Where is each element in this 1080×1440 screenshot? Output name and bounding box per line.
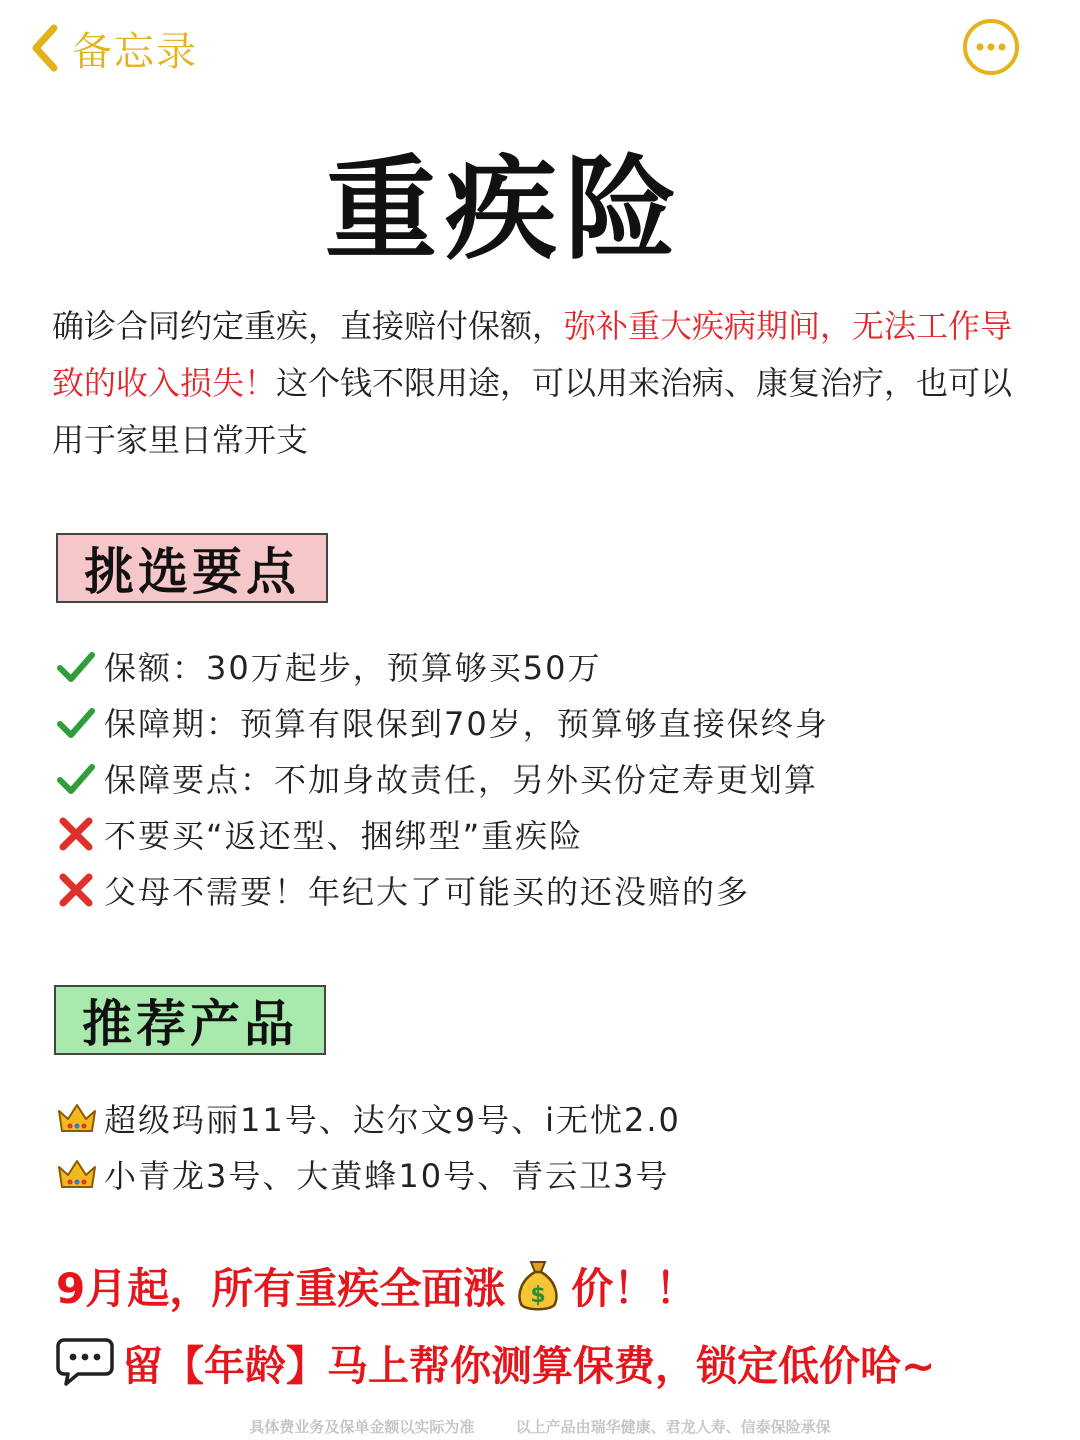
list-item xyxy=(56,638,1036,694)
list-item xyxy=(56,1146,1036,1202)
check-icon xyxy=(56,702,96,742)
list-item-text: 超级玛丽11号、达尔文9号、i无忧2.0 xyxy=(104,1101,681,1139)
intro-paragraph xyxy=(52,298,1032,469)
speech-bubble-icon xyxy=(56,1336,114,1388)
footer-left: 具体费业务及保单金额以实际为准 xyxy=(249,1418,475,1436)
alert-text-before: 9月起，所有重疾全面涨 xyxy=(56,1264,506,1313)
crown-icon xyxy=(56,1157,98,1191)
section-label-products: 推荐产品 xyxy=(54,985,326,1055)
list-item xyxy=(56,750,1036,806)
cross-icon xyxy=(56,870,96,910)
crown-icon xyxy=(56,1101,98,1135)
call-to-action xyxy=(56,1330,1066,1394)
intro-highlight: 弥补重大疾病期间，无法工作导致的收入损失！ xyxy=(52,307,1013,402)
list-item xyxy=(56,694,1036,750)
back-label: 备忘录 xyxy=(72,28,198,75)
cross-icon xyxy=(56,814,96,854)
alert-text-after: 价！！ xyxy=(571,1264,698,1313)
chevron-left-icon xyxy=(30,24,60,72)
section-label-selection: 挑选要点 xyxy=(56,533,328,603)
list-item-text: 不要买“返还型、捆绑型”重疾险 xyxy=(104,817,584,855)
cta-text: 留【年龄】马上帮你测算保费，锁定低价哈~ xyxy=(122,1341,936,1390)
check-icon xyxy=(56,646,96,686)
list-item-text: 保障期：预算有限保到70岁，预算够直接保终身 xyxy=(104,705,829,743)
footer-disclaimer xyxy=(0,1416,1080,1437)
top-bar xyxy=(0,0,1080,100)
list-item-text: 保额：30万起步，预算够买50万 xyxy=(104,649,602,687)
svg-text:$: $ xyxy=(530,1283,546,1308)
selection-list xyxy=(56,638,1036,918)
footer-right: 以上产品由瑞华健康、君龙人寿、信泰保险承保 xyxy=(515,1418,831,1436)
list-item xyxy=(56,806,1036,862)
check-icon xyxy=(56,758,96,798)
price-alert xyxy=(56,1254,1036,1318)
list-item xyxy=(56,1090,1036,1146)
back-button[interactable] xyxy=(30,18,198,78)
list-item xyxy=(56,862,1036,918)
money-bag-icon xyxy=(513,1258,563,1314)
more-options-button[interactable] xyxy=(962,18,1020,76)
list-item-text: 小青龙3号、大黄蜂10号、青云卫3号 xyxy=(104,1157,670,1195)
intro-text-1: 确诊合同约定重疾，直接赔付保额， xyxy=(52,307,565,345)
page-title: 重疾险 xyxy=(325,144,685,275)
more-icon xyxy=(962,18,1020,76)
intro-text-2: 这个钱不限用途，可以用来治病、康复治疗，也可以用于家里日常开支 xyxy=(52,364,1013,459)
list-item-text: 保障要点：不加身故责任，另外买份定寿更划算 xyxy=(104,761,819,799)
products-list xyxy=(56,1090,1036,1202)
list-item-text: 父母不需要！年纪大了可能买的还没赔的多 xyxy=(104,873,751,911)
